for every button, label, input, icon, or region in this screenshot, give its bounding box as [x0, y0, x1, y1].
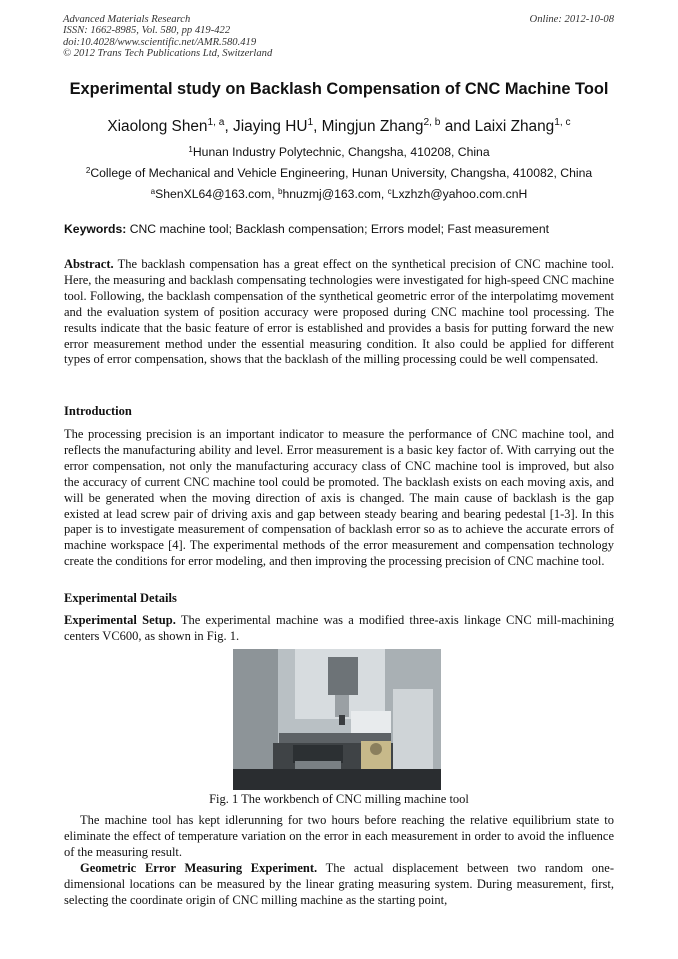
section-heading-introduction: Introduction — [64, 404, 132, 418]
keywords-text: CNC machine tool; Backlash compensation; Errors model; Fast measurement — [129, 222, 549, 236]
journal-name: Advanced Materials Research — [63, 14, 191, 25]
email-sep: , — [380, 187, 388, 201]
affiliation-2 — [0, 166, 678, 180]
author-name: Jiaying HU — [233, 118, 308, 135]
cnc-machine-illustration — [233, 649, 441, 790]
abstract-text: The backlash compensation has a great effect on the synthetical precision of CNC machine tool. Here, the measuring and backlash compensating technologies were investigated for high-speed CNC machine tool. Following, the backlash compensation of the synthetical geometric error of the interpolatimg movement and the evaluation system of position accuracy were proposed during CNC machine tool processing. The results indicate that the basic feature of error is established and provides a basis for putting forward the new error measurement method under the essential measuring condition. It also could be applied for different types of error compensation, shows that the backlash of the milling processing could be well compensated. — [64, 257, 614, 367]
figure-cnc-workbench-photo — [233, 649, 441, 790]
author-sep: , — [224, 118, 234, 135]
paper-title: Experimental study on Backlash Compensation of CNC Machine Tool — [69, 80, 609, 98]
author-name: Xiaolong Shen — [107, 118, 208, 135]
figure-caption: Fig. 1 The workbench of CNC milling machine tool — [209, 792, 469, 806]
affiliation-text: College of Mechanical and Vehicle Engineering, Hunan University, Changsha, 410082, China — [90, 166, 593, 180]
affiliation-1 — [0, 145, 678, 159]
author-sup: 1, c — [554, 117, 571, 129]
email-line — [0, 187, 678, 201]
author-list — [0, 118, 678, 136]
affiliation-text: Hunan Industry Polytechnic, Changsha, 410208, China — [192, 145, 490, 159]
issn-line: ISSN: 1662-8985, Vol. 580, pp 419-422 — [63, 25, 231, 37]
author-sep: and — [440, 118, 475, 135]
author-name: Mingjun Zhang — [321, 118, 424, 135]
doi-line: doi:10.4028/www.scientific.net/AMR.580.419 — [63, 36, 257, 48]
email-sep: , — [271, 187, 278, 201]
geometric-paragraph — [64, 861, 614, 909]
keywords — [64, 222, 624, 236]
introduction-paragraph: The processing precision is an important indicator to measure the performance of CNC machine tool, and reflects the manufacturing ability and level. Error measurement is a basic key factor of. With carrying out the error compensation, not only the manufacturing accuracy class of CNC machine tool is improved, but also the accuracy of current CNC machine tool could be promoted. The backlash exists on each moving axis, and will be generated when the moving direction of axis is changed. The main cause of backlash is the gap existed at lead screw pair of driving axis and gap between steady bearing and bearing pedestal [1-3]. In this paper is to investigate measurement of compensation of backlash error so as to achieve the accurate errors of machine workspace [4]. The experimental methods of the error measurement and compensation technology create the conditions for error modeling, and then improving the processing precision of CNC machine tool. — [64, 427, 614, 569]
affiliation-sup: 1 — [188, 144, 193, 154]
setup-text: The experimental machine was a modified three-axis linkage CNC mill-machining centers VC600, as shown in Fig. 1. — [64, 613, 614, 643]
affiliation-sup: 2 — [85, 165, 91, 175]
email-text: Lxzhzh@yahoo.com.cnH — [391, 187, 528, 201]
author-sup: 1 — [307, 117, 314, 129]
abstract-label: Abstract. — [64, 257, 114, 271]
author-sep: , — [313, 118, 322, 135]
email-sup: a — [150, 186, 156, 196]
email-text: ShenXL64@163.com — [155, 187, 272, 201]
author-sup: 2, b — [423, 117, 441, 129]
setup-label: Experimental Setup. — [64, 613, 176, 627]
author-name: Laixi Zhang — [474, 118, 555, 135]
geometric-text: The actual displacement between two random one-dimensional locations can be measured by the linear grating measuring system. During measurement, first, selecting the coordinate origin of CNC milling machine as the starting point, — [64, 861, 615, 907]
email-sup: c — [387, 186, 392, 196]
section-heading-experimental: Experimental Details — [64, 591, 177, 605]
author-sup: 1, a — [207, 117, 225, 129]
journal-header — [63, 14, 272, 60]
idle-paragraph: The machine tool has kept idlerunning for two hours before reaching the relative equilibrium state to eliminate the effect of temperature variation on the error in each measurement in order to avoid the influence of the measuring result. — [64, 813, 614, 859]
keywords-label: Keywords: — [64, 222, 127, 236]
email-sup: b — [277, 186, 283, 196]
setup-paragraph — [64, 613, 614, 645]
online-date: Online: 2012-10-08 — [529, 14, 614, 25]
geometric-label: Geometric Error Measuring Experiment. — [80, 861, 318, 875]
abstract — [64, 257, 614, 368]
email-text: hnuzmj@163.com — [282, 187, 381, 201]
copyright-line: © 2012 Trans Tech Publications Ltd, Switzerland — [63, 48, 273, 60]
